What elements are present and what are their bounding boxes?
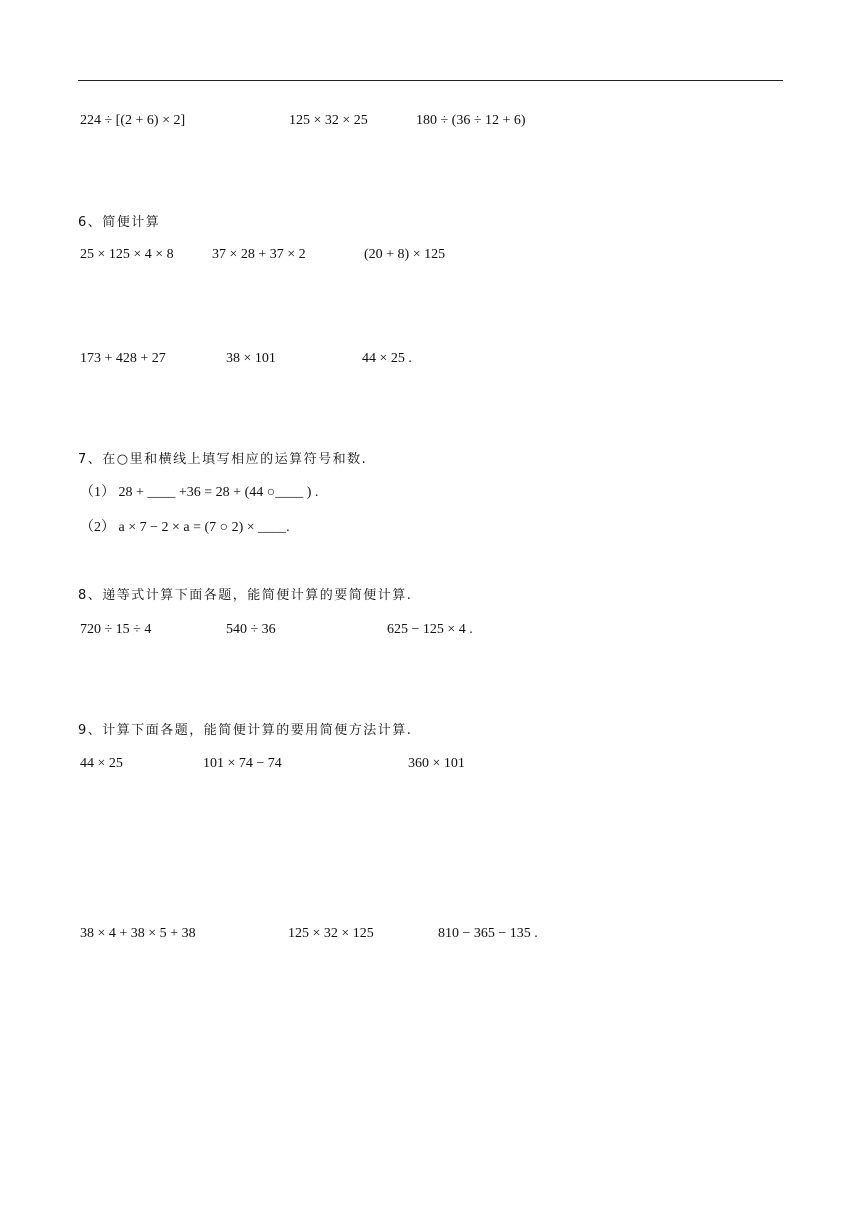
q6-expr-5: 38 × 101 <box>226 351 276 366</box>
q6-expr-3: (20 + 8) × 125 <box>364 247 446 262</box>
expr-top-3: 180 ÷ (36 ÷ 12 + 6) <box>416 113 526 128</box>
q8-expr-2: 540 ÷ 36 <box>226 622 276 637</box>
q6-expr-2: 37 × 28 + 37 × 2 <box>212 247 306 262</box>
q6-heading: 6、简便计算 <box>78 215 161 230</box>
expr-top-1: 224 ÷ [(2 + 6) × 2] <box>80 113 186 128</box>
q9-heading: 9、计算下面各题，能简便计算的要用简便方法计算. <box>78 723 413 738</box>
q7-line-2: （2） a × 7 − 2 × a = (7 ○ 2) × ____. <box>80 520 290 535</box>
q6-expr-4: 173 + 428 + 27 <box>80 351 166 366</box>
q7-heading: 7、在○里和横线上填写相应的运算符号和数. <box>78 452 368 467</box>
q9-expr-2: 101 × 74 − 74 <box>203 756 282 771</box>
q9-expr-6: 810 − 365 − 135 . <box>438 926 538 941</box>
q8-expr-1: 720 ÷ 15 ÷ 4 <box>80 622 152 637</box>
q6-expr-6: 44 × 25 . <box>362 351 412 366</box>
header-rule <box>78 80 783 81</box>
expr-top-2: 125 × 32 × 25 <box>289 113 368 128</box>
q6-expr-1: 25 × 125 × 4 × 8 <box>80 247 174 262</box>
q9-expr-4: 38 × 4 + 38 × 5 + 38 <box>80 926 196 941</box>
q9-expr-3: 360 × 101 <box>408 756 465 771</box>
q8-heading: 8、递等式计算下面各题，能简便计算的要简便计算. <box>78 588 413 603</box>
q9-expr-5: 125 × 32 × 125 <box>288 926 374 941</box>
q8-expr-3: 625 − 125 × 4 . <box>387 622 473 637</box>
q9-expr-1: 44 × 25 <box>80 756 123 771</box>
q7-line-1: （1） 28 + ____ +36 = 28 + (44 ○____ ) . <box>80 485 319 500</box>
